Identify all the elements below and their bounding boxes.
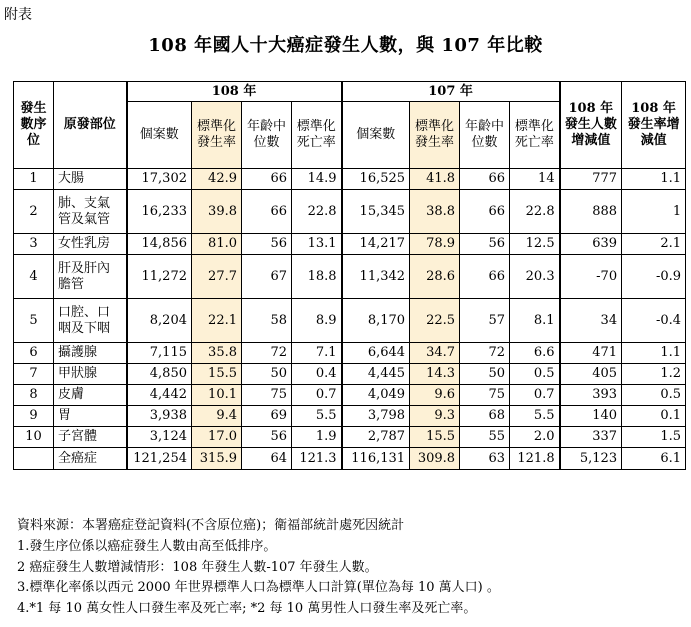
row-age-107: 57 [460,299,510,343]
row-age-107: 75 [460,385,510,406]
row-age-108: 56 [242,234,292,255]
row-incidence-107: 9.3 [410,406,460,427]
table-row [14,255,686,299]
row-mortality-108: 22.8 [292,190,342,234]
row-rate-change: 2.1 [622,234,686,255]
row-rank: 4 [14,255,54,299]
header-site: 原發部位 [54,82,127,169]
row-incidence-107: 38.8 [410,190,460,234]
table-row [14,190,686,234]
row-age-107: 50 [460,364,510,385]
row-site: 全癌症 [54,448,127,470]
row-age-108: 56 [242,427,292,448]
row-age-107: 66 [460,255,510,299]
table-row [14,385,686,406]
row-incidence-108: 35.8 [192,343,242,364]
row-age-108: 69 [242,406,292,427]
note-1: 1.發生序位係以癌症發生人數由高至低排序。 [17,538,277,554]
header-asr-mortality-107: 標準化死亡率 [510,102,560,169]
row-incidence-108: 39.8 [192,190,242,234]
row-case-change: 471 [560,343,622,364]
row-age-108: 66 [242,190,292,234]
row-incidence-108: 15.5 [192,364,242,385]
row-case-change: 140 [560,406,622,427]
row-mortality-108: 0.4 [292,364,342,385]
row-rank: 5 [14,299,54,343]
header-rate-change: 108 年發生率增減值 [622,82,686,169]
row-mortality-107: 0.5 [510,364,560,385]
row-site: 攝護腺 [54,343,127,364]
row-mortality-108: 121.3 [292,448,342,470]
note-4: 4.*1 每 10 萬女性人口發生率及死亡率; *2 每 10 萬男性人口發生率及死亡率。 [17,601,477,617]
row-rate-change: -0.4 [622,299,686,343]
row-incidence-107: 309.8 [410,448,460,470]
row-mortality-108: 13.1 [292,234,342,255]
row-site: 胃 [54,406,127,427]
row-mortality-107: 20.3 [510,255,560,299]
row-rate-change: 0.1 [622,406,686,427]
row-rank: 8 [14,385,54,406]
table-row [14,364,686,385]
row-cases-108: 14,856 [127,234,192,255]
row-site: 女性乳房 [54,234,127,255]
row-age-107: 63 [460,448,510,470]
row-cases-108: 16,233 [127,190,192,234]
row-cases-108: 17,302 [127,169,192,190]
row-cases-107: 11,342 [342,255,410,299]
row-mortality-107: 0.7 [510,385,560,406]
row-site: 肝及肝內膽管 [54,255,127,299]
header-median-age-108: 年齡中位數 [242,102,292,169]
row-mortality-107: 12.5 [510,234,560,255]
row-rank: 6 [14,343,54,364]
row-incidence-107: 15.5 [410,427,460,448]
header-cases-107: 個案數 [342,102,410,169]
row-case-change: 405 [560,364,622,385]
row-mortality-108: 7.1 [292,343,342,364]
row-age-107: 66 [460,190,510,234]
row-rank: 1 [14,169,54,190]
row-mortality-107: 14 [510,169,560,190]
row-mortality-108: 18.8 [292,255,342,299]
row-mortality-107: 5.5 [510,406,560,427]
row-incidence-108: 10.1 [192,385,242,406]
row-case-change: 393 [560,385,622,406]
row-incidence-107: 9.6 [410,385,460,406]
row-cases-107: 4,445 [342,364,410,385]
row-age-107: 72 [460,343,510,364]
row-rate-change: 1.2 [622,364,686,385]
header-case-change: 108 年發生人數增減值 [560,82,622,169]
row-site: 皮膚 [54,385,127,406]
row-case-change: 34 [560,299,622,343]
note-source: 資料來源：本署癌症登記資料(不含原位癌)；衛福部統計處死因統計 [17,518,405,533]
row-incidence-107: 28.6 [410,255,460,299]
row-case-change: 337 [560,427,622,448]
cancer-table [13,81,686,470]
footnotes [17,516,500,620]
row-mortality-108: 1.9 [292,427,342,448]
row-incidence-107: 78.9 [410,234,460,255]
row-cases-108: 4,850 [127,364,192,385]
row-age-107: 56 [460,234,510,255]
table-row [14,406,686,427]
row-site: 甲狀腺 [54,364,127,385]
row-cases-107: 116,131 [342,448,410,470]
row-cases-108: 4,442 [127,385,192,406]
row-age-108: 67 [242,255,292,299]
table-row [14,343,686,364]
row-age-108: 72 [242,343,292,364]
row-rate-change: 0.5 [622,385,686,406]
row-age-107: 68 [460,406,510,427]
row-site: 口腔、口咽及下咽 [54,299,127,343]
row-site: 大腸 [54,169,127,190]
row-rank: 10 [14,427,54,448]
row-incidence-107: 41.8 [410,169,460,190]
note-3: 3.標準化率係以西元 2000 年世界標準人口為標準人口計算(單位為每 10 萬人口) 。 [17,580,500,596]
row-case-change: 5,123 [560,448,622,470]
row-cases-108: 7,115 [127,343,192,364]
row-cases-108: 8,204 [127,299,192,343]
row-rate-change: 6.1 [622,448,686,470]
row-incidence-108: 81.0 [192,234,242,255]
row-incidence-108: 315.9 [192,448,242,470]
row-age-108: 58 [242,299,292,343]
row-cases-108: 3,938 [127,406,192,427]
row-cases-107: 2,787 [342,427,410,448]
row-cases-107: 15,345 [342,190,410,234]
row-rank: 9 [14,406,54,427]
row-rate-change: 1 [622,190,686,234]
row-case-change: 888 [560,190,622,234]
header-year-107: 107 年 [342,82,560,102]
row-cases-107: 16,525 [342,169,410,190]
row-cases-107: 6,644 [342,343,410,364]
row-mortality-107: 8.1 [510,299,560,343]
row-mortality-107: 22.8 [510,190,560,234]
table-row [14,299,686,343]
row-cases-107: 14,217 [342,234,410,255]
row-mortality-107: 121.8 [510,448,560,470]
row-mortality-107: 2.0 [510,427,560,448]
table-row-total [14,448,686,470]
row-cases-107: 8,170 [342,299,410,343]
row-age-108: 66 [242,169,292,190]
row-incidence-108: 27.7 [192,255,242,299]
row-case-change: 777 [560,169,622,190]
row-rate-change: -0.9 [622,255,686,299]
row-incidence-108: 42.9 [192,169,242,190]
header-rank: 發生數序位 [14,82,54,169]
row-mortality-108: 8.9 [292,299,342,343]
row-rate-change: 1.1 [622,169,686,190]
header-median-age-107: 年齡中位數 [460,102,510,169]
row-mortality-107: 6.6 [510,343,560,364]
note-2: 2 癌症發生人數增減情形：108 年發生人數-107 年發生人數。 [17,559,378,575]
row-rate-change: 1.1 [622,343,686,364]
row-incidence-108: 9.4 [192,406,242,427]
row-cases-107: 4,049 [342,385,410,406]
row-age-107: 66 [460,169,510,190]
page-title: 108 年國人十大癌症發生人數，與 107 年比較 [148,35,543,56]
row-mortality-108: 0.7 [292,385,342,406]
annex-label: 附表 [4,7,32,23]
row-incidence-108: 17.0 [192,427,242,448]
header-asr-incidence-107: 標準化發生率 [410,102,460,169]
row-cases-108: 121,254 [127,448,192,470]
header-cases-108: 個案數 [127,102,192,169]
row-incidence-107: 34.7 [410,343,460,364]
row-case-change: 639 [560,234,622,255]
row-age-107: 55 [460,427,510,448]
header-asr-mortality-108: 標準化死亡率 [292,102,342,169]
row-age-108: 64 [242,448,292,470]
row-incidence-108: 22.1 [192,299,242,343]
row-rate-change: 1.5 [622,427,686,448]
row-site: 肺、支氣管及氣管 [54,190,127,234]
row-age-108: 75 [242,385,292,406]
row-mortality-108: 5.5 [292,406,342,427]
row-case-change: -70 [560,255,622,299]
row-incidence-107: 22.5 [410,299,460,343]
row-cases-108: 11,272 [127,255,192,299]
row-site: 子宮體 [54,427,127,448]
row-rank [14,448,54,470]
header-year-108: 108 年 [127,82,342,102]
row-incidence-107: 14.3 [410,364,460,385]
row-age-108: 50 [242,364,292,385]
header-asr-incidence-108: 標準化發生率 [192,102,242,169]
row-cases-108: 3,124 [127,427,192,448]
row-rank: 3 [14,234,54,255]
row-mortality-108: 14.9 [292,169,342,190]
row-rank: 7 [14,364,54,385]
table-row [14,234,686,255]
row-cases-107: 3,798 [342,406,410,427]
table-row [14,427,686,448]
table-row [14,169,686,190]
row-rank: 2 [14,190,54,234]
